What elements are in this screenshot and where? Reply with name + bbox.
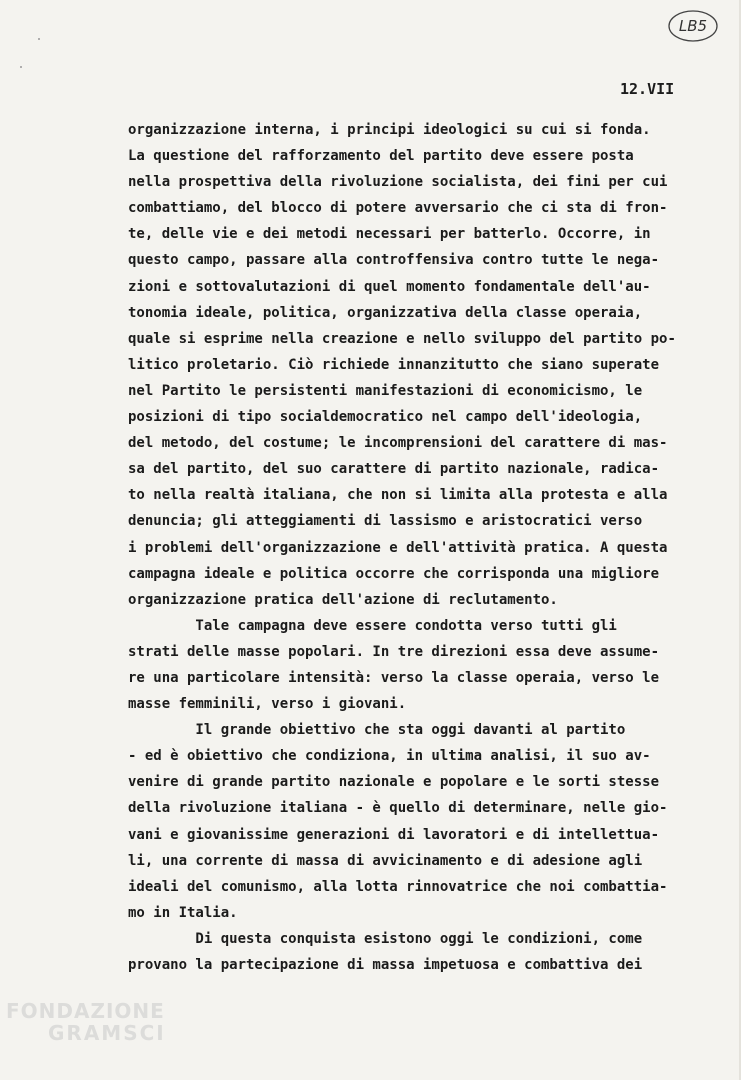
text-line: mo in Italia. [128,904,238,921]
text-line: te, delle vie e dei metodi necessari per batterlo. Occorre, in [128,226,651,243]
text-line: provano la partecipazione di massa impetuosa e combattiva dei [128,957,643,973]
text-line: organizzazione pratica dell'azione di reclutamento. [128,591,558,608]
text-line: litico proletario. Ciò richiede innanzitutto che siano superate [128,356,660,373]
text-line: sa del partito, del suo carattere di partito nazionale, radica- [128,461,660,478]
text-line: masse femminili, verso i giovani. [128,696,407,713]
text-line: zioni e sottovalutazioni di quel momento fondamentale dell'au- [128,278,651,295]
text-line: questo campo, passare alla controffensiva contro tutte le nega- [128,252,660,269]
text-line: nella prospettiva della rivoluzione socialista, dei fini per cui [128,174,668,191]
paper-speck [38,38,40,40]
text-line: tonomia ideale, politica, organizzativa della classe operaia, [128,304,643,321]
text-line: to nella realtà italiana, che non si limita alla protesta e alla [128,487,668,504]
text-line: quale si esprime nella creazione e nello sviluppo del partito po- [128,330,676,347]
page-number: 12.VII [620,80,675,98]
text-line: combattiamo, del blocco di potere avversario che ci sta di fron- [128,200,668,217]
text-line: del metodo, del costume; le incomprensioni del carattere di mas- [128,435,668,452]
text-line: Tale campagna deve essere condotta verso tutti gli [128,617,617,634]
text-line: - ed è obiettivo che condiziona, in ultima analisi, il suo av- [128,748,651,765]
text-line: li, una corrente di massa di avvicinamento e di adesione agli [128,852,643,869]
text-line: della rivoluzione italiana - è quello di determinare, nelle gio- [128,800,668,817]
paper-speck [20,66,22,68]
body-text [128,117,688,978]
text-line: Il grande obiettivo che sta oggi davanti al partito [128,722,626,739]
watermark-line-2: GRAMSCI [48,1021,166,1045]
text-line: campagna ideale e politica occorre che corrisponda una migliore [128,565,660,582]
text-line: vani e giovanissime generazioni di lavoratori e di intellettua- [128,826,660,843]
text-line: posizioni di tipo socialdemocratico nel campo dell'ideologia, [128,409,643,426]
watermark [6,1000,166,1044]
text-line: i problemi dell'organizzazione e dell'attività pratica. A questa [128,539,668,556]
text-line: denuncia; gli atteggiamenti di lassismo e aristocratici verso [128,513,643,530]
archive-stamp [667,8,719,44]
text-line: re una particolare intensità: verso la classe operaia, verso le [128,669,660,686]
text-line: Di questa conquista esistono oggi le condizioni, come [128,930,643,947]
text-line: La questione del rafforzamento del partito deve essere posta [128,148,634,165]
text-line: strati delle masse popolari. In tre direzioni essa deve assume- [128,643,660,660]
stamp-text: LB5 [678,17,708,35]
text-line: nel Partito le persistenti manifestazioni di economicismo, le [128,382,643,399]
text-line: venire di grande partito nazionale e popolare e le sorti stesse [128,774,660,791]
text-line: organizzazione interna, i principi ideologici su cui si fonda. [128,122,651,138]
watermark-line-1: FONDAZIONE [6,999,165,1023]
text-line: ideali del comunismo, alla lotta rinnovatrice che noi combattia- [128,878,668,895]
